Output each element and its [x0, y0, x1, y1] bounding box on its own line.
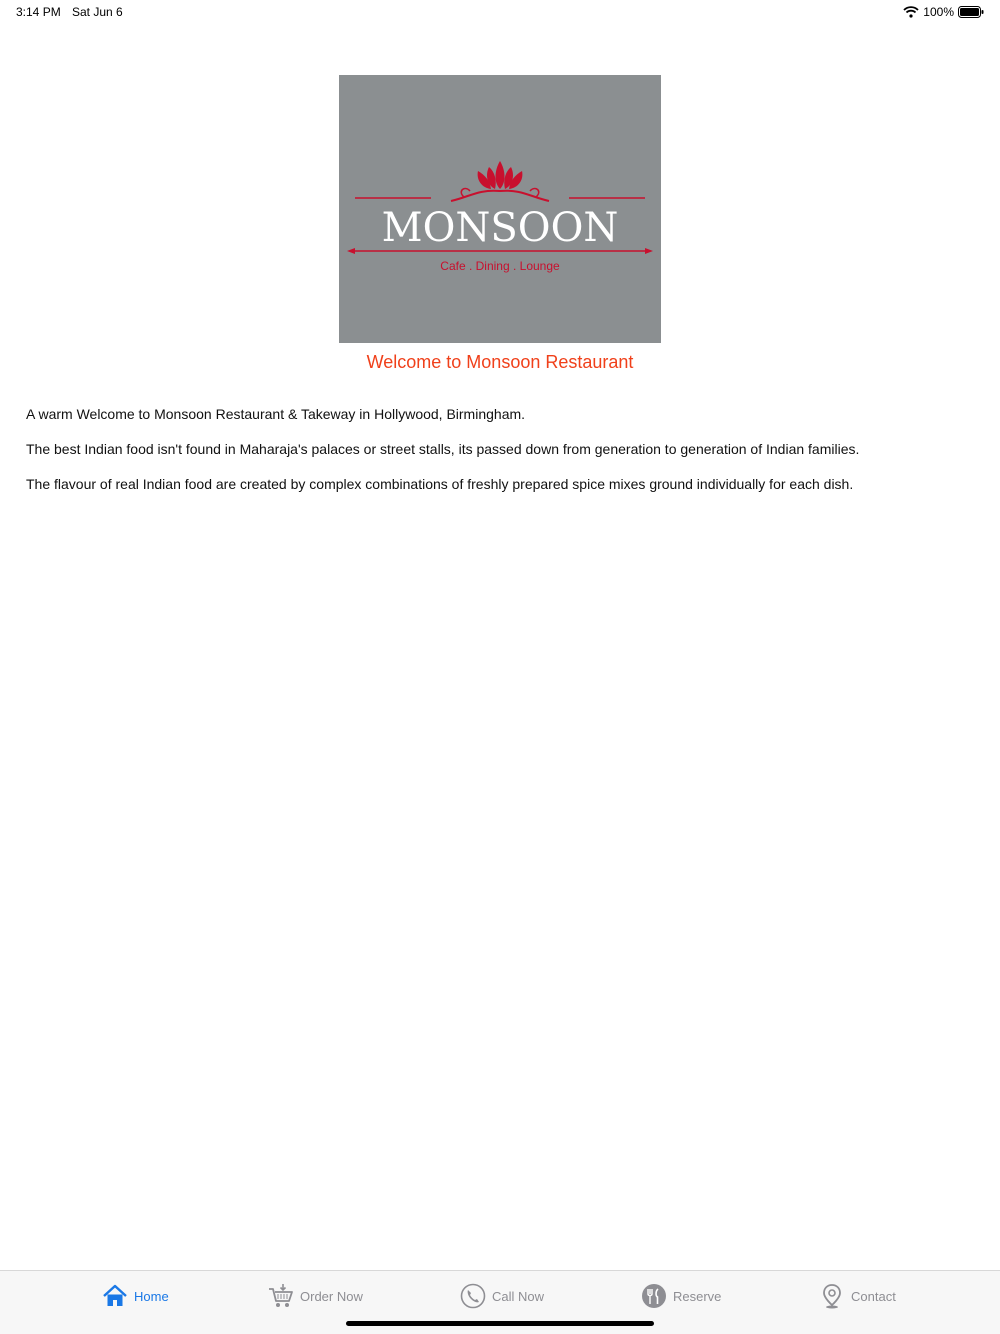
status-indicators	[903, 4, 984, 20]
tab-contact-label: Contact	[851, 1288, 896, 1304]
lotus-icon	[478, 161, 523, 189]
home-indicator[interactable]	[346, 1321, 654, 1326]
location-pin-icon	[819, 1283, 845, 1309]
battery-icon	[958, 6, 984, 18]
status-date: Sat Jun 6	[72, 5, 123, 19]
cutlery-icon	[641, 1283, 667, 1309]
status-time: 3:14 PM	[16, 5, 61, 19]
tab-call-now[interactable]	[460, 1281, 544, 1311]
welcome-content	[26, 405, 976, 510]
tab-reserve[interactable]	[641, 1281, 721, 1311]
intro-paragraph: A warm Welcome to Monsoon Restaurant & Takeway in Hollywood, Birmingham.	[26, 406, 526, 422]
home-icon	[102, 1283, 128, 1309]
logo-brand: MONSOON	[381, 205, 619, 251]
restaurant-logo	[339, 75, 661, 343]
cart-icon	[268, 1283, 294, 1309]
tab-home-label: Home	[134, 1288, 169, 1304]
logo-tagline: Cafe . Dining . Lounge	[440, 259, 560, 273]
welcome-title: Welcome to Monsoon Restaurant	[366, 352, 634, 372]
status-bar	[0, 0, 1000, 24]
flavour-paragraph: The flavour of real Indian food are created by complex combinations of freshly prepared spice mixes ground individually for each dish.	[26, 476, 854, 492]
wifi-icon	[903, 6, 919, 18]
phone-icon	[460, 1283, 486, 1309]
battery-percent: 100%	[923, 5, 954, 19]
tab-reserve-label: Reserve	[673, 1288, 722, 1304]
tab-home[interactable]	[102, 1281, 169, 1311]
tab-call-now-label: Call Now	[492, 1288, 545, 1304]
heritage-paragraph: The best Indian food isn't found in Maharaja's palaces or street stalls, its passed down from generation to generation of Indian families.	[26, 441, 860, 457]
tab-contact[interactable]	[819, 1281, 896, 1311]
tab-order-now-label: Order Now	[300, 1288, 363, 1304]
tab-order-now[interactable]	[268, 1281, 363, 1311]
